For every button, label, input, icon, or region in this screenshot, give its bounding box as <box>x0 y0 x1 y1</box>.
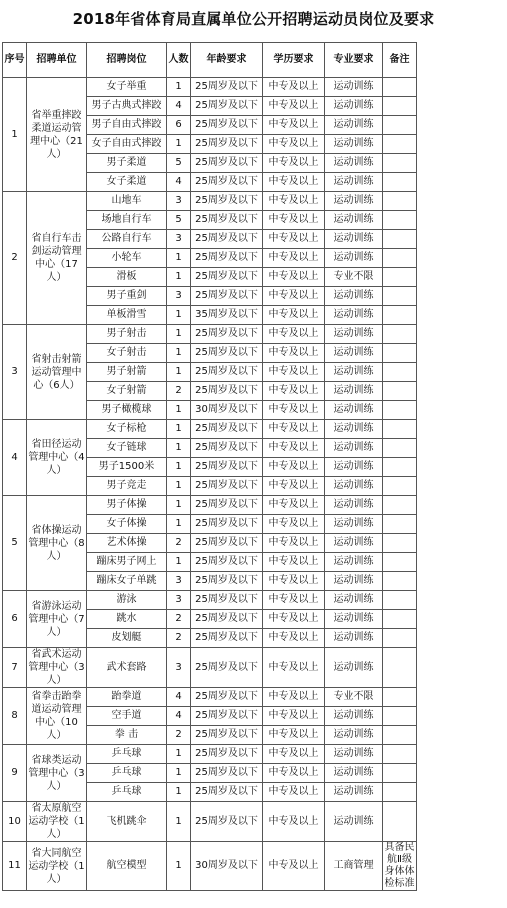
edu-cell: 中专及以上 <box>263 344 325 363</box>
serial-number-cell: 5 <box>3 496 27 591</box>
count-cell: 2 <box>167 726 191 745</box>
major-cell: 运动训练 <box>325 802 383 842</box>
post-cell: 滑板 <box>87 268 167 287</box>
count-cell: 1 <box>167 344 191 363</box>
major-cell: 运动训练 <box>325 230 383 249</box>
major-cell: 运动训练 <box>325 591 383 610</box>
major-cell: 运动训练 <box>325 249 383 268</box>
recruitment-table <box>2 42 417 891</box>
table-row <box>3 192 417 211</box>
note-cell <box>383 745 417 764</box>
age-cell: 30周岁及以下 <box>191 401 263 420</box>
note-cell <box>383 477 417 496</box>
age-cell: 25周岁及以下 <box>191 764 263 783</box>
major-cell: 运动训练 <box>325 629 383 648</box>
post-cell: 男子射击 <box>87 325 167 344</box>
page-title: 2018年省体育局直属单位公开招聘运动员岗位及要求 <box>72 10 435 28</box>
major-cell: 运动训练 <box>325 726 383 745</box>
age-cell: 25周岁及以下 <box>191 230 263 249</box>
unit-cell: 省自行车击剑运动管理中心（17人） <box>27 192 87 325</box>
major-cell: 运动训练 <box>325 439 383 458</box>
note-cell <box>383 268 417 287</box>
major-cell: 工商管理 <box>325 842 383 891</box>
post-cell: 男子竞走 <box>87 477 167 496</box>
major-cell: 运动训练 <box>325 745 383 764</box>
table-row <box>3 745 417 764</box>
note-cell <box>383 363 417 382</box>
age-cell: 25周岁及以下 <box>191 154 263 173</box>
age-cell: 25周岁及以下 <box>191 534 263 553</box>
unit-cell: 省太原航空运动学校（1人） <box>28 803 85 840</box>
post-cell: 男子橄榄球 <box>87 401 167 420</box>
note-cell <box>383 306 417 325</box>
edu-cell: 中专及以上 <box>263 802 325 842</box>
count-cell: 2 <box>167 610 191 629</box>
age-cell: 25周岁及以下 <box>191 173 263 192</box>
note-cell <box>383 173 417 192</box>
note-cell: 具备民航Ⅱ级身体体检标准 <box>384 842 415 889</box>
post-cell: 乒乓球 <box>87 764 167 783</box>
edu-cell: 中专及以上 <box>263 745 325 764</box>
post-cell: 空手道 <box>87 707 167 726</box>
edu-cell: 中专及以上 <box>263 477 325 496</box>
age-cell: 25周岁及以下 <box>191 439 263 458</box>
count-cell: 5 <box>167 211 191 230</box>
age-cell: 25周岁及以下 <box>191 591 263 610</box>
table-row <box>3 420 417 439</box>
serial-number-cell: 4 <box>3 420 27 496</box>
major-cell: 运动训练 <box>325 173 383 192</box>
age-cell: 25周岁及以下 <box>191 477 263 496</box>
major-cell: 运动训练 <box>325 458 383 477</box>
count-cell: 1 <box>167 515 191 534</box>
note-cell <box>383 802 417 842</box>
age-cell: 25周岁及以下 <box>191 783 263 802</box>
post-cell: 蹦床女子单跳 <box>87 572 167 591</box>
header-cell: 学历要求 <box>263 43 325 78</box>
edu-cell: 中专及以上 <box>263 439 325 458</box>
count-cell: 1 <box>167 842 191 891</box>
post-cell: 飞机跳伞 <box>87 802 167 842</box>
major-cell: 运动训练 <box>325 116 383 135</box>
edu-cell: 中专及以上 <box>263 306 325 325</box>
age-cell: 25周岁及以下 <box>191 97 263 116</box>
age-cell: 25周岁及以下 <box>191 553 263 572</box>
major-cell: 运动训练 <box>325 572 383 591</box>
serial-number-cell: 9 <box>3 745 27 802</box>
edu-cell: 中专及以上 <box>263 610 325 629</box>
note-cell <box>383 192 417 211</box>
note-cell <box>383 458 417 477</box>
count-cell: 4 <box>167 707 191 726</box>
edu-cell: 中专及以上 <box>263 249 325 268</box>
unit-cell: 省举重摔跤柔道运动管理中心（21人） <box>27 78 87 192</box>
note-cell <box>383 783 417 802</box>
post-cell: 游泳 <box>87 591 167 610</box>
major-cell: 运动训练 <box>325 707 383 726</box>
edu-cell: 中专及以上 <box>263 287 325 306</box>
table-row <box>3 802 417 842</box>
post-cell: 艺术体操 <box>87 534 167 553</box>
serial-number-cell: 7 <box>3 648 27 688</box>
edu-cell: 中专及以上 <box>263 688 325 707</box>
note-cell <box>383 610 417 629</box>
age-cell: 25周岁及以下 <box>191 610 263 629</box>
major-cell: 运动训练 <box>325 496 383 515</box>
major-cell: 运动训练 <box>325 553 383 572</box>
major-cell: 运动训练 <box>325 192 383 211</box>
edu-cell: 中专及以上 <box>263 325 325 344</box>
note-cell <box>383 553 417 572</box>
count-cell: 1 <box>167 745 191 764</box>
major-cell: 运动训练 <box>325 477 383 496</box>
major-cell: 专业不限 <box>325 688 383 707</box>
note-cell <box>383 249 417 268</box>
note-cell <box>383 534 417 553</box>
note-cell <box>383 591 417 610</box>
unit-cell: 省大同航空运动学校（1人） <box>27 842 87 891</box>
age-cell: 25周岁及以下 <box>191 726 263 745</box>
post-cell: 蹦床男子网上 <box>87 553 167 572</box>
count-cell: 1 <box>167 306 191 325</box>
post-cell: 武术套路 <box>87 648 167 688</box>
edu-cell: 中专及以上 <box>263 382 325 401</box>
serial-number-cell: 11 <box>3 842 27 891</box>
post-cell: 女子射箭 <box>87 382 167 401</box>
note-cell <box>383 78 417 97</box>
edu-cell: 中专及以上 <box>263 420 325 439</box>
age-cell: 25周岁及以下 <box>191 325 263 344</box>
major-cell: 运动训练 <box>325 610 383 629</box>
header-cell: 招聘单位 <box>27 43 87 78</box>
count-cell: 1 <box>167 439 191 458</box>
count-cell: 1 <box>167 553 191 572</box>
count-cell: 1 <box>167 363 191 382</box>
age-cell: 25周岁及以下 <box>191 745 263 764</box>
count-cell: 6 <box>167 116 191 135</box>
edu-cell: 中专及以上 <box>263 97 325 116</box>
note-cell <box>383 401 417 420</box>
note-cell <box>383 344 417 363</box>
major-cell: 运动训练 <box>325 515 383 534</box>
age-cell: 25周岁及以下 <box>191 268 263 287</box>
age-cell: 30周岁及以下 <box>191 842 263 891</box>
count-cell: 2 <box>167 629 191 648</box>
edu-cell: 中专及以上 <box>263 135 325 154</box>
major-cell: 运动训练 <box>325 534 383 553</box>
post-cell: 场地自行车 <box>87 211 167 230</box>
count-cell: 1 <box>167 458 191 477</box>
edu-cell: 中专及以上 <box>263 534 325 553</box>
major-cell: 运动训练 <box>325 97 383 116</box>
major-cell: 运动训练 <box>325 154 383 173</box>
count-cell: 4 <box>167 173 191 192</box>
count-cell: 1 <box>167 496 191 515</box>
edu-cell: 中专及以上 <box>263 553 325 572</box>
count-cell: 5 <box>167 154 191 173</box>
count-cell: 2 <box>167 382 191 401</box>
note-cell <box>383 230 417 249</box>
age-cell: 25周岁及以下 <box>191 688 263 707</box>
edu-cell: 中专及以上 <box>263 458 325 477</box>
edu-cell: 中专及以上 <box>263 707 325 726</box>
age-cell: 25周岁及以下 <box>191 802 263 842</box>
header-cell: 年龄要求 <box>191 43 263 78</box>
unit-cell: 省游泳运动管理中心（7人） <box>27 591 87 648</box>
count-cell: 3 <box>167 287 191 306</box>
age-cell: 25周岁及以下 <box>191 192 263 211</box>
edu-cell: 中专及以上 <box>263 192 325 211</box>
age-cell: 25周岁及以下 <box>191 648 263 688</box>
header-cell: 序号 <box>3 43 27 78</box>
major-cell: 运动训练 <box>325 363 383 382</box>
note-cell <box>383 515 417 534</box>
post-cell: 公路自行车 <box>87 230 167 249</box>
count-cell: 4 <box>167 97 191 116</box>
edu-cell: 中专及以上 <box>263 496 325 515</box>
major-cell: 运动训练 <box>325 306 383 325</box>
age-cell: 25周岁及以下 <box>191 572 263 591</box>
post-cell: 航空模型 <box>87 842 167 891</box>
age-cell: 25周岁及以下 <box>191 363 263 382</box>
edu-cell: 中专及以上 <box>263 116 325 135</box>
header-cell: 招聘岗位 <box>87 43 167 78</box>
post-cell: 女子射击 <box>87 344 167 363</box>
post-cell: 男子古典式摔跤 <box>87 97 167 116</box>
header-cell: 备注 <box>383 43 417 78</box>
edu-cell: 中专及以上 <box>263 363 325 382</box>
major-cell: 运动训练 <box>325 287 383 306</box>
major-cell: 运动训练 <box>325 401 383 420</box>
post-cell: 男子体操 <box>87 496 167 515</box>
serial-number-cell: 2 <box>3 192 27 325</box>
count-cell: 4 <box>167 688 191 707</box>
major-cell: 运动训练 <box>325 648 383 688</box>
edu-cell: 中专及以上 <box>263 78 325 97</box>
edu-cell: 中专及以上 <box>263 842 325 891</box>
post-cell: 单板滑雪 <box>87 306 167 325</box>
note-cell <box>383 726 417 745</box>
age-cell: 25周岁及以下 <box>191 515 263 534</box>
edu-cell: 中专及以上 <box>263 629 325 648</box>
major-cell: 运动训练 <box>325 325 383 344</box>
edu-cell: 中专及以上 <box>263 764 325 783</box>
age-cell: 25周岁及以下 <box>191 382 263 401</box>
note-cell <box>383 97 417 116</box>
post-cell: 乒乓球 <box>87 783 167 802</box>
post-cell: 乒乓球 <box>87 745 167 764</box>
age-cell: 25周岁及以下 <box>191 211 263 230</box>
serial-number-cell: 6 <box>3 591 27 648</box>
post-cell: 男子重剑 <box>87 287 167 306</box>
note-cell <box>383 135 417 154</box>
count-cell: 3 <box>167 572 191 591</box>
post-cell: 男子1500米 <box>87 458 167 477</box>
post-cell: 女子体操 <box>87 515 167 534</box>
note-cell <box>383 688 417 707</box>
age-cell: 25周岁及以下 <box>191 458 263 477</box>
note-cell <box>383 707 417 726</box>
count-cell: 1 <box>167 325 191 344</box>
count-cell: 1 <box>167 401 191 420</box>
major-cell: 运动训练 <box>325 783 383 802</box>
edu-cell: 中专及以上 <box>263 591 325 610</box>
edu-cell: 中专及以上 <box>263 648 325 688</box>
post-cell: 拳 击 <box>87 726 167 745</box>
post-cell: 女子举重 <box>87 78 167 97</box>
note-cell <box>383 287 417 306</box>
age-cell: 25周岁及以下 <box>191 249 263 268</box>
header-cell: 专业要求 <box>325 43 383 78</box>
serial-number-cell: 10 <box>3 802 27 842</box>
age-cell: 25周岁及以下 <box>191 135 263 154</box>
count-cell: 2 <box>167 534 191 553</box>
count-cell: 3 <box>167 230 191 249</box>
note-cell <box>383 496 417 515</box>
post-cell: 女子自由式摔跤 <box>87 135 167 154</box>
note-cell <box>383 439 417 458</box>
edu-cell: 中专及以上 <box>263 572 325 591</box>
header-cell: 人数 <box>167 43 191 78</box>
note-cell <box>383 572 417 591</box>
edu-cell: 中专及以上 <box>263 154 325 173</box>
table-row <box>3 688 417 707</box>
count-cell: 1 <box>167 420 191 439</box>
count-cell: 1 <box>167 78 191 97</box>
major-cell: 运动训练 <box>325 344 383 363</box>
post-cell: 男子柔道 <box>87 154 167 173</box>
major-cell: 运动训练 <box>325 78 383 97</box>
major-cell: 专业不限 <box>325 268 383 287</box>
post-cell: 小轮车 <box>87 249 167 268</box>
edu-cell: 中专及以上 <box>263 783 325 802</box>
count-cell: 3 <box>167 648 191 688</box>
major-cell: 运动训练 <box>325 211 383 230</box>
unit-cell: 省球类运动管理中心（3人） <box>27 745 87 802</box>
edu-cell: 中专及以上 <box>263 230 325 249</box>
age-cell: 25周岁及以下 <box>191 420 263 439</box>
post-cell: 跆拳道 <box>87 688 167 707</box>
major-cell: 运动训练 <box>325 764 383 783</box>
count-cell: 3 <box>167 591 191 610</box>
table-row <box>3 842 417 891</box>
note-cell <box>383 764 417 783</box>
unit-cell: 省拳击跆拳道运动管理中心（10人） <box>27 688 87 745</box>
table-header-row <box>3 43 417 78</box>
note-cell <box>383 382 417 401</box>
unit-cell: 省射击射箭运动管理中心（6人） <box>27 325 87 420</box>
table-body <box>3 78 417 891</box>
post-cell: 跳水 <box>87 610 167 629</box>
count-cell: 1 <box>167 477 191 496</box>
age-cell: 25周岁及以下 <box>191 496 263 515</box>
edu-cell: 中专及以上 <box>263 173 325 192</box>
major-cell: 运动训练 <box>325 420 383 439</box>
unit-cell: 省田径运动管理中心（4人） <box>27 420 87 496</box>
note-cell <box>383 154 417 173</box>
note-cell <box>383 116 417 135</box>
edu-cell: 中专及以上 <box>263 211 325 230</box>
edu-cell: 中专及以上 <box>263 268 325 287</box>
age-cell: 35周岁及以下 <box>191 306 263 325</box>
count-cell: 1 <box>167 764 191 783</box>
serial-number-cell: 1 <box>3 78 27 192</box>
post-cell: 女子链球 <box>87 439 167 458</box>
post-cell: 女子柔道 <box>87 173 167 192</box>
count-cell: 1 <box>167 135 191 154</box>
age-cell: 25周岁及以下 <box>191 116 263 135</box>
post-cell: 山地车 <box>87 192 167 211</box>
count-cell: 1 <box>167 802 191 842</box>
age-cell: 25周岁及以下 <box>191 344 263 363</box>
age-cell: 25周岁及以下 <box>191 287 263 306</box>
note-cell <box>383 629 417 648</box>
unit-cell: 省体操运动管理中心（8人） <box>27 496 87 591</box>
edu-cell: 中专及以上 <box>263 515 325 534</box>
post-cell: 女子标枪 <box>87 420 167 439</box>
count-cell: 1 <box>167 783 191 802</box>
count-cell: 3 <box>167 192 191 211</box>
serial-number-cell: 8 <box>3 688 27 745</box>
age-cell: 25周岁及以下 <box>191 629 263 648</box>
age-cell: 25周岁及以下 <box>191 707 263 726</box>
count-cell: 1 <box>167 249 191 268</box>
post-cell: 男子射箭 <box>87 363 167 382</box>
note-cell <box>383 420 417 439</box>
note-cell <box>383 648 417 688</box>
age-cell: 25周岁及以下 <box>191 78 263 97</box>
table-row <box>3 325 417 344</box>
major-cell: 运动训练 <box>325 382 383 401</box>
table-row <box>3 648 417 688</box>
note-cell <box>383 325 417 344</box>
post-cell: 皮划艇 <box>87 629 167 648</box>
edu-cell: 中专及以上 <box>263 401 325 420</box>
note-cell <box>383 211 417 230</box>
major-cell: 运动训练 <box>325 135 383 154</box>
table-row <box>3 78 417 97</box>
unit-cell: 省武术运动管理中心（3人） <box>28 649 85 686</box>
table-row <box>3 591 417 610</box>
serial-number-cell: 3 <box>3 325 27 420</box>
edu-cell: 中专及以上 <box>263 726 325 745</box>
table-row <box>3 496 417 515</box>
post-cell: 男子自由式摔跤 <box>87 116 167 135</box>
count-cell: 1 <box>167 268 191 287</box>
